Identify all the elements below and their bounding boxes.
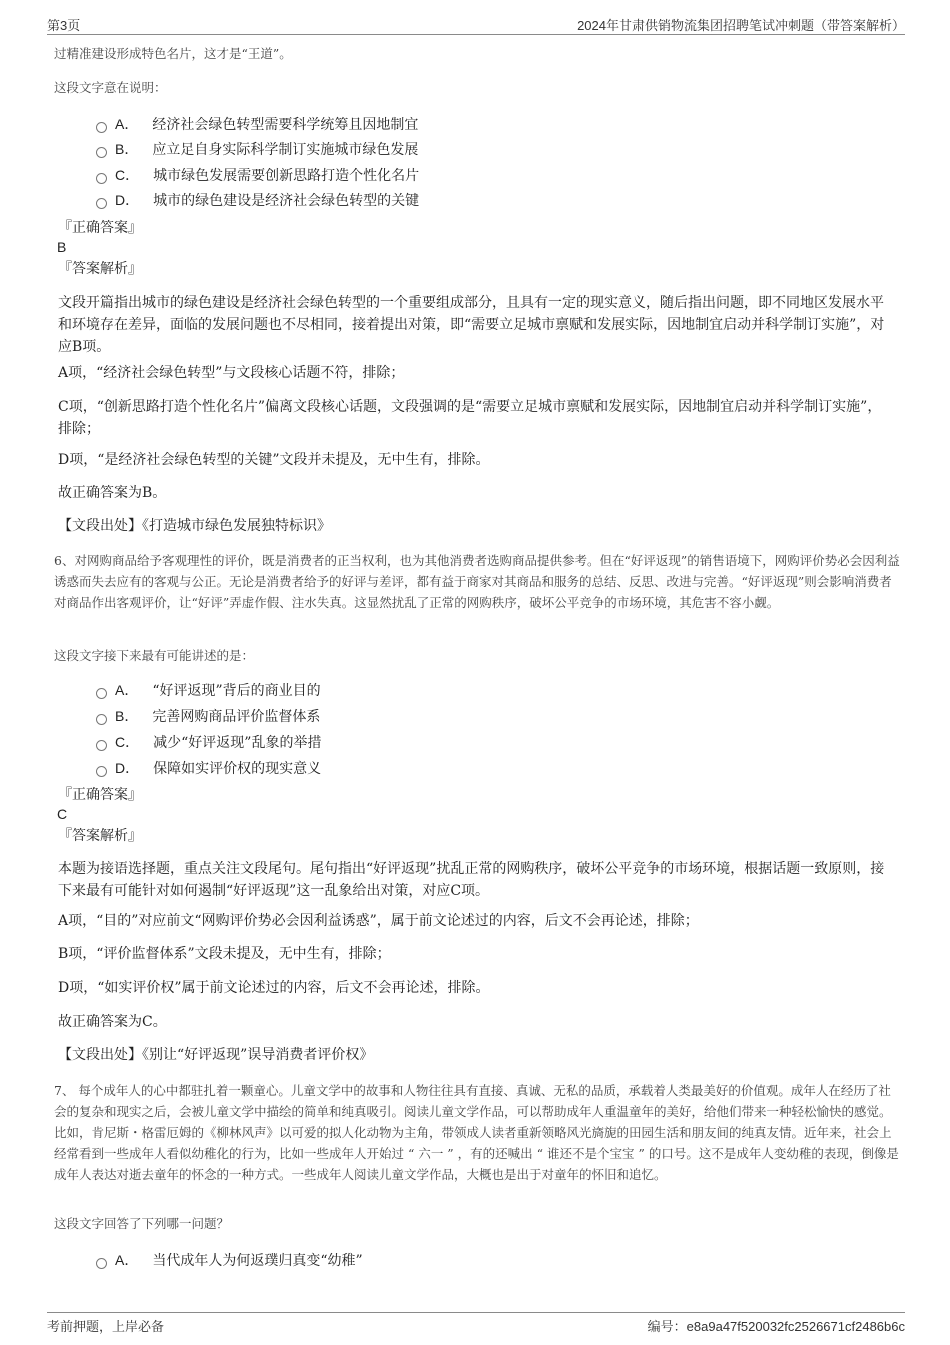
document-title: 2024年甘肃供销物流集团招聘笔试冲刺题（带答案解析） xyxy=(577,18,905,33)
radio-icon[interactable] xyxy=(96,688,107,699)
page-footer xyxy=(47,1312,905,1334)
q6-analysis-b: B项，“评价监督体系”文段未提及，无中生有，排除； xyxy=(58,946,391,962)
q6-analysis-d: D项，“如实评价权”属于前文论述过的内容，后文不会再论述，排除。 xyxy=(58,980,490,996)
q6-source: 【文段出处】《别让“好评返现”误导消费者评价权》 xyxy=(58,1047,374,1063)
radio-icon[interactable] xyxy=(96,173,107,184)
q6-stem: 6、对网购商品给予客观理性的评价，既是消费者的正当权利，也为其他消费者选购商品提供参考。但在“好评返现”的销售语境下，网购评价势必会因利益诱惑而失去应有的客观与公正。无论是消费者给予的好评与差评，都有益于商家对其商品和服务的总结、反思、改进与完善。“好评返现”则会影响消费者对商品作出客观评价，让“好评”弄虚作假、注水失真。这显然扰乱了正常的网购秩序，破坏公平竞争的市场环境，其危害不容小觑。 xyxy=(54,553,900,610)
q5-option-b[interactable]: B． 应立足自身实际科学制订实施城市绿色发展 xyxy=(96,139,418,160)
radio-icon[interactable] xyxy=(96,198,107,209)
q5-source: 【文段出处】《打造城市绿色发展独特标识》 xyxy=(58,518,331,534)
radio-icon[interactable] xyxy=(96,122,107,133)
q5-option-a[interactable]: A． 经济社会绿色转型需要科学统筹且因地制宜 xyxy=(96,114,418,135)
q5-analysis-main: 文段开篇指出城市的绿色建设是经济社会绿色转型的一个重要组成部分，且具有一定的现实意义，随后指出问题，即不同地区发展水平和环境存在差异，面临的发展问题也不尽相同，接着提出对策，即“需要立足城市禀赋和发展实际，因地制宜启动并科学制订实施”，对应B项。 xyxy=(58,295,885,355)
q5-prompt: 这段文字意在说明： xyxy=(54,80,167,95)
q5-analysis-label: 『答案解析』 xyxy=(58,261,142,277)
q5-analysis-a: A项，“经济社会绿色转型”与文段核心话题不符，排除； xyxy=(58,365,405,381)
q5-answer-label: 『正确答案』 xyxy=(58,220,142,236)
radio-icon[interactable] xyxy=(96,766,107,777)
q6-option-b[interactable]: B． 完善网购商品评价监督体系 xyxy=(96,706,320,727)
q7-option-a[interactable]: A． 当代成年人为何返璞归真变“幼稚” xyxy=(96,1250,363,1271)
q5-conclusion: 故正确答案为B。 xyxy=(58,485,167,501)
document-id: 编号：e8a9a47f520032fc2526671cf2486b6c xyxy=(647,1319,905,1334)
q6-answer-label: 『正确答案』 xyxy=(58,787,142,803)
page-number: 第3页 xyxy=(47,18,81,33)
q6-option-c[interactable]: C． 减少“好评返现”乱象的举措 xyxy=(96,732,321,753)
radio-icon[interactable] xyxy=(96,1258,107,1269)
footer-slogan: 考前押题，上岸必备 xyxy=(47,1319,165,1334)
q6-option-d[interactable]: D． 保障如实评价权的现实意义 xyxy=(96,758,321,779)
q6-analysis-label: 『答案解析』 xyxy=(58,828,142,844)
q5-answer: B xyxy=(57,239,67,255)
radio-icon[interactable] xyxy=(96,714,107,725)
q6-answer: C xyxy=(57,806,68,822)
q7-stem: 7、 每个成年人的心中都驻扎着一颗童心。儿童文学中的故事和人物往往具有直接、真诚、无私的品质，承载着人类最美好的价值观。成年人在经历了社会的复杂和现实之后，会被儿童文学中描绘的简单和纯真吸引。阅读儿童文学作品，可以帮助成年人重温童年的美好，给他们带来一种轻松愉快的感觉。比如，肯尼斯・格雷厄姆的《柳林风声》以可爱的拟人化动物为主角，带领成人读者重新领略风光旖旎的田园生活和朋友间的纯真友情。近年来，社会上经常看到一些成年人看似幼稚化的行为，比如一些成年人开始过 “ 六一 ” ，有的还喊出 “ 谁还不是个宝宝 ” 的口号。这不是成年人变幼稚的表现，倒像是成年人表达对逝去童年的怀念的一种方式。一些成年人阅读儿童文学作品，大概也是出于对童年的怀旧和追忆。 xyxy=(54,1083,899,1182)
q7-prompt: 这段文字回答了下列哪一问题？ xyxy=(54,1216,230,1231)
q5-option-d[interactable]: D． 城市的绿色建设是经济社会绿色转型的关键 xyxy=(96,190,419,211)
q5-stem-tail: 过精准建设形成特色名片，这才是“王道”。 xyxy=(54,46,292,61)
q5-option-c[interactable]: C． 城市绿色发展需要创新思路打造个性化名片 xyxy=(96,165,419,186)
q6-conclusion: 故正确答案为C。 xyxy=(58,1014,167,1030)
q6-option-a[interactable]: A． “好评返现”背后的商业目的 xyxy=(96,680,321,701)
radio-icon[interactable] xyxy=(96,740,107,751)
q5-analysis-d: D项，“是经济社会绿色转型的关键”文段并未提及，无中生有，排除。 xyxy=(58,452,490,468)
q6-prompt: 这段文字接下来最有可能讲述的是： xyxy=(54,648,255,663)
q5-analysis-c: C项，“创新思路打造个性化名片”偏离文段核心话题，文段强调的是“需要立足城市禀赋和发展实际，因地制宜启动并科学制订实施”，排除； xyxy=(58,399,882,437)
q6-analysis-a: A项，“目的”对应前文“网购评价势必会因利益诱惑”，属于前文论述过的内容，后文不会再论述，排除； xyxy=(58,913,699,929)
q6-analysis-main: 本题为接语选择题，重点关注文段尾句。尾句指出“好评返现”扰乱正常的网购秩序，破坏公平竞争的市场环境，根据话题一致原则，接下来最有可能针对如何遏制“好评返现”这一乱象给出对策，对应C项。 xyxy=(58,861,885,899)
page-header xyxy=(47,12,905,35)
radio-icon[interactable] xyxy=(96,147,107,158)
